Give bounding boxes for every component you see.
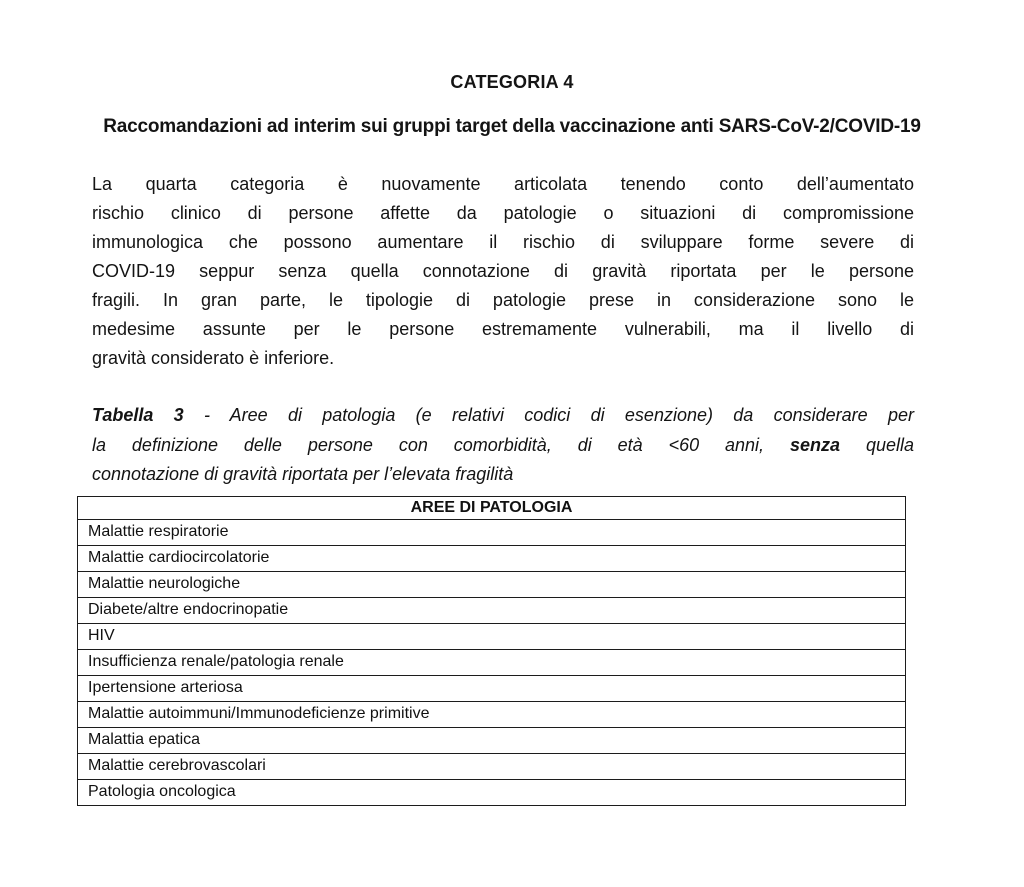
paragraph-line: La quarta categoria è nuovamente articolata tenendo conto dell’aumentato bbox=[92, 174, 914, 194]
table-cell: Patologia oncologica bbox=[78, 780, 906, 806]
table-row bbox=[78, 598, 906, 624]
table-cell: Malattie cerebrovascolari bbox=[78, 754, 906, 780]
caption-text: la definizione delle persone con comorbidità, di età <60 anni, bbox=[92, 434, 765, 455]
body-paragraph bbox=[92, 170, 914, 373]
caption-line bbox=[92, 401, 914, 431]
page-title: CATEGORIA 4 bbox=[450, 72, 574, 92]
table-cell: Malattie respiratorie bbox=[78, 520, 906, 546]
table-cell: Malattie cardiocircolatorie bbox=[78, 546, 906, 572]
pathology-table bbox=[77, 496, 906, 806]
paragraph-line: rischio clinico di persone affette da patologie o situazioni di compromissione bbox=[92, 203, 914, 223]
table-cell: Ipertensione arteriosa bbox=[78, 676, 906, 702]
table-cell: Insufficienza renale/patologia renale bbox=[78, 650, 906, 676]
table-row bbox=[78, 754, 906, 780]
table-cell: Malattie neurologiche bbox=[78, 572, 906, 598]
table-row bbox=[78, 546, 906, 572]
table-header-row bbox=[78, 497, 906, 520]
caption-text: quella bbox=[865, 434, 914, 455]
caption-text: - Aree di patologia (e relativi codici di esenzione) da considerare per bbox=[204, 405, 914, 425]
table-cell: Malattia epatica bbox=[78, 728, 906, 754]
paragraph-line: medesime assunte per le persone estremamente vulnerabili, ma il livello di bbox=[92, 319, 914, 339]
table-row bbox=[78, 572, 906, 598]
paragraph-line: COVID-19 seppur senza quella connotazione di gravità riportata per le persone bbox=[92, 261, 914, 281]
caption-emphasis: senza bbox=[789, 434, 841, 455]
table-row bbox=[78, 624, 906, 650]
table-row bbox=[78, 650, 906, 676]
pathology-table-container bbox=[77, 496, 906, 806]
table-header-cell: AREE DI PATOLOGIA bbox=[78, 497, 906, 520]
table-row bbox=[78, 520, 906, 546]
table-cell: Malattie autoimmuni/Immunodeficienze primitive bbox=[78, 702, 906, 728]
caption-line: connotazione di gravità riportata per l’elevata fragilità bbox=[92, 464, 514, 484]
caption-line bbox=[92, 431, 914, 461]
caption-label: Tabella 3 bbox=[92, 405, 184, 425]
paragraph-line: fragili. In gran parte, le tipologie di patologie prese in considerazione sono le bbox=[92, 290, 914, 310]
paragraph-line: gravità considerato è inferiore. bbox=[92, 348, 335, 368]
table-row bbox=[78, 676, 906, 702]
page-subtitle: Raccomandazioni ad interim sui gruppi target della vaccinazione anti SARS-CoV-2/COVID-19 bbox=[103, 116, 921, 137]
table-caption bbox=[92, 401, 914, 490]
table-row bbox=[78, 780, 906, 806]
table-cell: Diabete/altre endocrinopatie bbox=[78, 598, 906, 624]
table-row bbox=[78, 702, 906, 728]
table-row bbox=[78, 728, 906, 754]
paragraph-line: immunologica che possono aumentare il rischio di sviluppare forme severe di bbox=[92, 232, 914, 252]
table-cell: HIV bbox=[78, 624, 906, 650]
